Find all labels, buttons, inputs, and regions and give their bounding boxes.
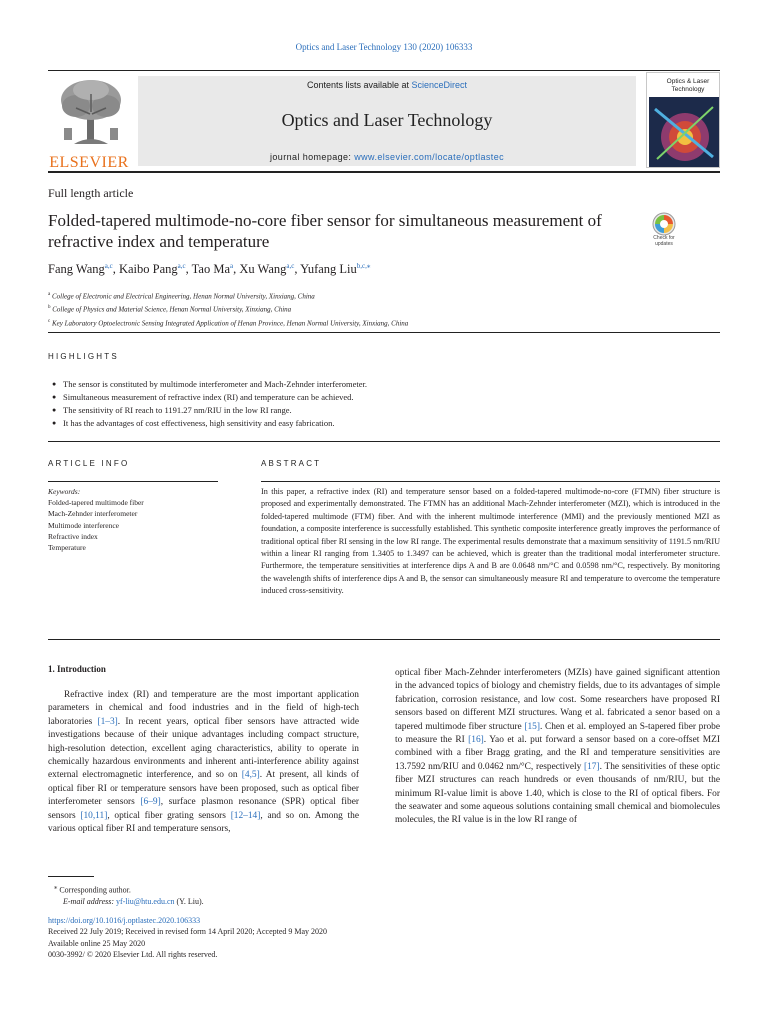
affiliation-text: Key Laboratory Optoelectronic Sensing Integrated Application of Henan Province, Henan Normal University, Xinxiang, China bbox=[51, 318, 409, 327]
introduction-paragraph-left bbox=[48, 689, 359, 836]
received-dates: Received 22 July 2019; Received in revised form 14 April 2020; Accepted 9 May 2020 bbox=[48, 927, 328, 937]
cover-art-icon bbox=[649, 97, 719, 167]
affiliation-text: College of Physics and Material Science, Henan Normal University, Xinxiang, China bbox=[52, 305, 292, 314]
journal-masthead bbox=[138, 76, 636, 166]
text-run: . Chen et al. employed an S-tapered fiber probe to measure the RI bbox=[395, 721, 720, 746]
section-rule bbox=[48, 639, 720, 640]
journal-citation[interactable]: Optics and Laser Technology 130 (2020) 106333 bbox=[295, 42, 473, 52]
contents-available-line bbox=[138, 80, 636, 90]
section-rule bbox=[48, 332, 720, 333]
sciencedirect-link[interactable]: ScienceDirect bbox=[411, 80, 468, 90]
keyword-item: Temperature bbox=[48, 543, 86, 553]
author-affiliation-mark[interactable]: a,c bbox=[286, 262, 295, 270]
corresponding-author-footnote bbox=[54, 882, 204, 908]
highlight-item: ● The sensor is constituted by multimode interferometer and Mach-Zehnder interferometer. bbox=[52, 378, 367, 391]
journal-homepage-link[interactable]: www.elsevier.com/locate/optlastec bbox=[354, 152, 505, 162]
author-separator: , bbox=[112, 262, 119, 277]
keyword-list bbox=[48, 486, 218, 553]
author-name[interactable]: Xu Wang bbox=[239, 262, 287, 277]
reference-link[interactable]: [17] bbox=[583, 761, 600, 772]
reference-link[interactable]: [1–3] bbox=[97, 716, 118, 727]
author-affiliation-mark[interactable]: a bbox=[230, 262, 234, 270]
doi-link[interactable]: https://doi.org/10.1016/j.optlastec.2020.106333 bbox=[48, 916, 201, 925]
check-for-updates-badge[interactable] bbox=[644, 212, 684, 252]
author-separator: , bbox=[233, 262, 240, 277]
email-owner: (Y. Liu). bbox=[176, 897, 204, 907]
text-run: . In recent years, optical fiber sensors have attracted wide investigations because of their unique advantages including compact structure, high-resolution detection, excellent aging characteristics, ability to operate in chemically hazardous environments and inherent anti-interference ability against external electromagnetic interference, and so on bbox=[48, 716, 359, 781]
available-online-date: Available online 25 May 2020 bbox=[48, 938, 146, 948]
affiliation-mark: c bbox=[48, 318, 51, 324]
author-separator: , bbox=[185, 262, 192, 277]
author-name[interactable]: Yufang Liu bbox=[300, 262, 357, 277]
homepage-prefix: journal homepage: bbox=[269, 152, 355, 162]
affiliation-item bbox=[48, 302, 408, 315]
publisher-wordmark: ELSEVIER bbox=[49, 154, 129, 171]
header-top-rule bbox=[48, 70, 720, 71]
reference-link[interactable]: [15] bbox=[524, 721, 540, 732]
author-separator: , bbox=[294, 262, 301, 277]
highlight-item: ● The sensitivity of RI reach to 1191.27 nm/RIU in the low RI range. bbox=[52, 404, 367, 417]
reference-link[interactable]: [12–14] bbox=[230, 810, 261, 821]
contents-prefix: Contents lists available at bbox=[306, 80, 412, 90]
text-run: . Yao et al. put forward a sensor based on a core-offset MZI combined with a fiber Bragg grating, and the RI and temperature sensitivities are 13.7592 nm/RIU and 0.0462 nm/°C, respectively bbox=[395, 735, 720, 772]
reference-link[interactable]: [4,5] bbox=[241, 770, 260, 781]
section-heading-introduction: 1. Introduction bbox=[48, 664, 106, 674]
crossmark-icon bbox=[644, 212, 684, 236]
abstract-heading: ABSTRACT bbox=[261, 459, 322, 468]
highlight-item: ● It has the advantages of cost effectiveness, high sensitivity and easy fabrication. bbox=[52, 417, 367, 430]
text-run: . At present, all kinds of optical fiber RI or temperature sensors have been proposed, such as optical fiber interferometer sensors bbox=[48, 770, 359, 808]
keyword-item: Refractive index bbox=[48, 531, 98, 541]
keywords-label: Keywords: bbox=[48, 487, 81, 496]
abstract-rule bbox=[261, 481, 720, 482]
text-run: , optical fiber grating sensors bbox=[107, 810, 231, 821]
crossmark-label: Check for updates bbox=[653, 235, 675, 247]
footnote-rule bbox=[48, 876, 94, 877]
author-affiliation-mark[interactable]: a,c bbox=[177, 262, 186, 270]
article-title: Folded-tapered multimode-no-core fiber sensor for simultaneous measurement of refractive index and temperature bbox=[48, 211, 602, 251]
header-bottom-rule bbox=[48, 171, 720, 173]
text-run: Refractive index (RI) and temperature are the most important application parameters in chemical and food industries and in the field of high-tech laboratories bbox=[48, 690, 359, 727]
elsevier-tree-icon bbox=[54, 78, 128, 148]
text-run: optical fiber Mach-Zehnder interferometers (MZIs) have gained significant attention in the advanced topics of biology and chemistry fields, due to its advantages of simple fabrication, corrosion resistance, and low cost. Some researchers have proposed RI sensors based on different MZI structures. Wang et al. fabricated a senor based on a tapered multimode fiber structure bbox=[395, 668, 720, 732]
reference-link[interactable]: [6–9] bbox=[140, 797, 161, 808]
keyword-item: Multimode interference bbox=[48, 520, 120, 530]
article-type: Full length article bbox=[48, 186, 134, 200]
cover-title: Optics & Laser Technology bbox=[666, 78, 710, 93]
corresponding-author-label: Corresponding author. bbox=[59, 885, 131, 895]
reference-link[interactable]: [10,11] bbox=[80, 810, 108, 821]
author-name[interactable]: Fang Wang bbox=[48, 262, 105, 277]
footnote-mark: ⁎ bbox=[54, 884, 58, 891]
text-run: . The sensitivities of these optic fiber MZI structures can reach hundreds or even thousands of nm/RIU, but the minimum RI-value limit is above 1.40, which is close to the RI of optical fibers. For the seawater and some aqueous solutions containing small chemical and biomolecules molecules, the RI value is in the low RI range of bbox=[395, 761, 720, 826]
copyright-line: 0030-3992/ © 2020 Elsevier Ltd. All rights reserved. bbox=[48, 950, 218, 960]
affiliation-mark: a bbox=[48, 292, 51, 297]
journal-cover-thumbnail[interactable] bbox=[646, 72, 720, 168]
author-affiliation-mark[interactable]: a,c bbox=[104, 262, 113, 270]
reference-link[interactable]: [16] bbox=[468, 735, 484, 746]
introduction-paragraph-right bbox=[395, 667, 720, 828]
text-run: , surface plasmon resonance (SPR) optical fiber sensors bbox=[48, 797, 359, 821]
email-label: E-mail address: bbox=[63, 897, 115, 907]
text-run: , and so on. Among the various optical fiber RI and temperature sensors, bbox=[48, 810, 359, 835]
author-email-link[interactable]: yf-liu@htu.edu.cn bbox=[116, 897, 175, 907]
author-name[interactable]: Tao Ma bbox=[191, 262, 231, 277]
author-name[interactable]: Kaibo Pang bbox=[118, 262, 178, 277]
author-list bbox=[48, 262, 370, 277]
affiliation-mark: b bbox=[48, 305, 51, 311]
article-info-heading: ARTICLE INFO bbox=[48, 459, 130, 468]
journal-header bbox=[48, 70, 720, 172]
publisher-logo[interactable] bbox=[48, 78, 130, 171]
affiliation-item bbox=[48, 289, 408, 302]
highlights-heading: HIGHLIGHTS bbox=[48, 352, 119, 361]
section-rule bbox=[48, 441, 720, 442]
keyword-item: Folded-tapered multimode fiber bbox=[48, 498, 144, 508]
journal-name: Optics and Laser Technology bbox=[281, 110, 493, 130]
highlight-item: ● Simultaneous measurement of refractive index (RI) and temperature can be achieved. bbox=[52, 391, 367, 404]
highlights-list bbox=[52, 378, 367, 430]
article-info-rule bbox=[48, 481, 218, 482]
affiliation-text: College of Electronic and Electrical Engineering, Henan Normal University, Xinxiang, China bbox=[51, 292, 315, 301]
keyword-item: Mach-Zehnder interferometer bbox=[48, 509, 138, 519]
abstract-text: In this paper, a refractive index (RI) and temperature sensor based on a folded-tapered multimode-no-core (FTMN) fiber structure is proposed and experimentally demonstrated. The FTMN has an additional Mach-Zehnder interferometer (MZI), which is introduced in the folded-tapered multimode (FTM) fiber. And with the inherent multimode interference (MMI) and the previously mentioned MZI as foundation, a composite interference is successfully established. This synthetic composite interference greatly improves the performance of traditional optical fiber RI sensing in the low RI range. The experimental results demonstrate that a maximum sensitivity of 1191.5 nm/RIU within a linear RI ranging from 1.3405 to 1.3497 can be achieved, which is greater than the traditional modal interferometer structure. Furthermore, the temperature sensitivities at interference dips A and B are 0.0648 nm/°C and 0.0598 nm/°C, respectively. By monitoring the wavelength shifts of interference dips A and B, the sensor can simultaneously measure RI and temperature to overcome the temperature induced cross-sensitivity. bbox=[261, 487, 720, 596]
author-affiliation-mark[interactable]: b,c,⁎ bbox=[356, 262, 371, 270]
journal-homepage-line bbox=[138, 152, 636, 162]
affiliation-item bbox=[48, 316, 408, 329]
article-metadata bbox=[48, 915, 327, 961]
affiliation-list bbox=[48, 289, 408, 329]
